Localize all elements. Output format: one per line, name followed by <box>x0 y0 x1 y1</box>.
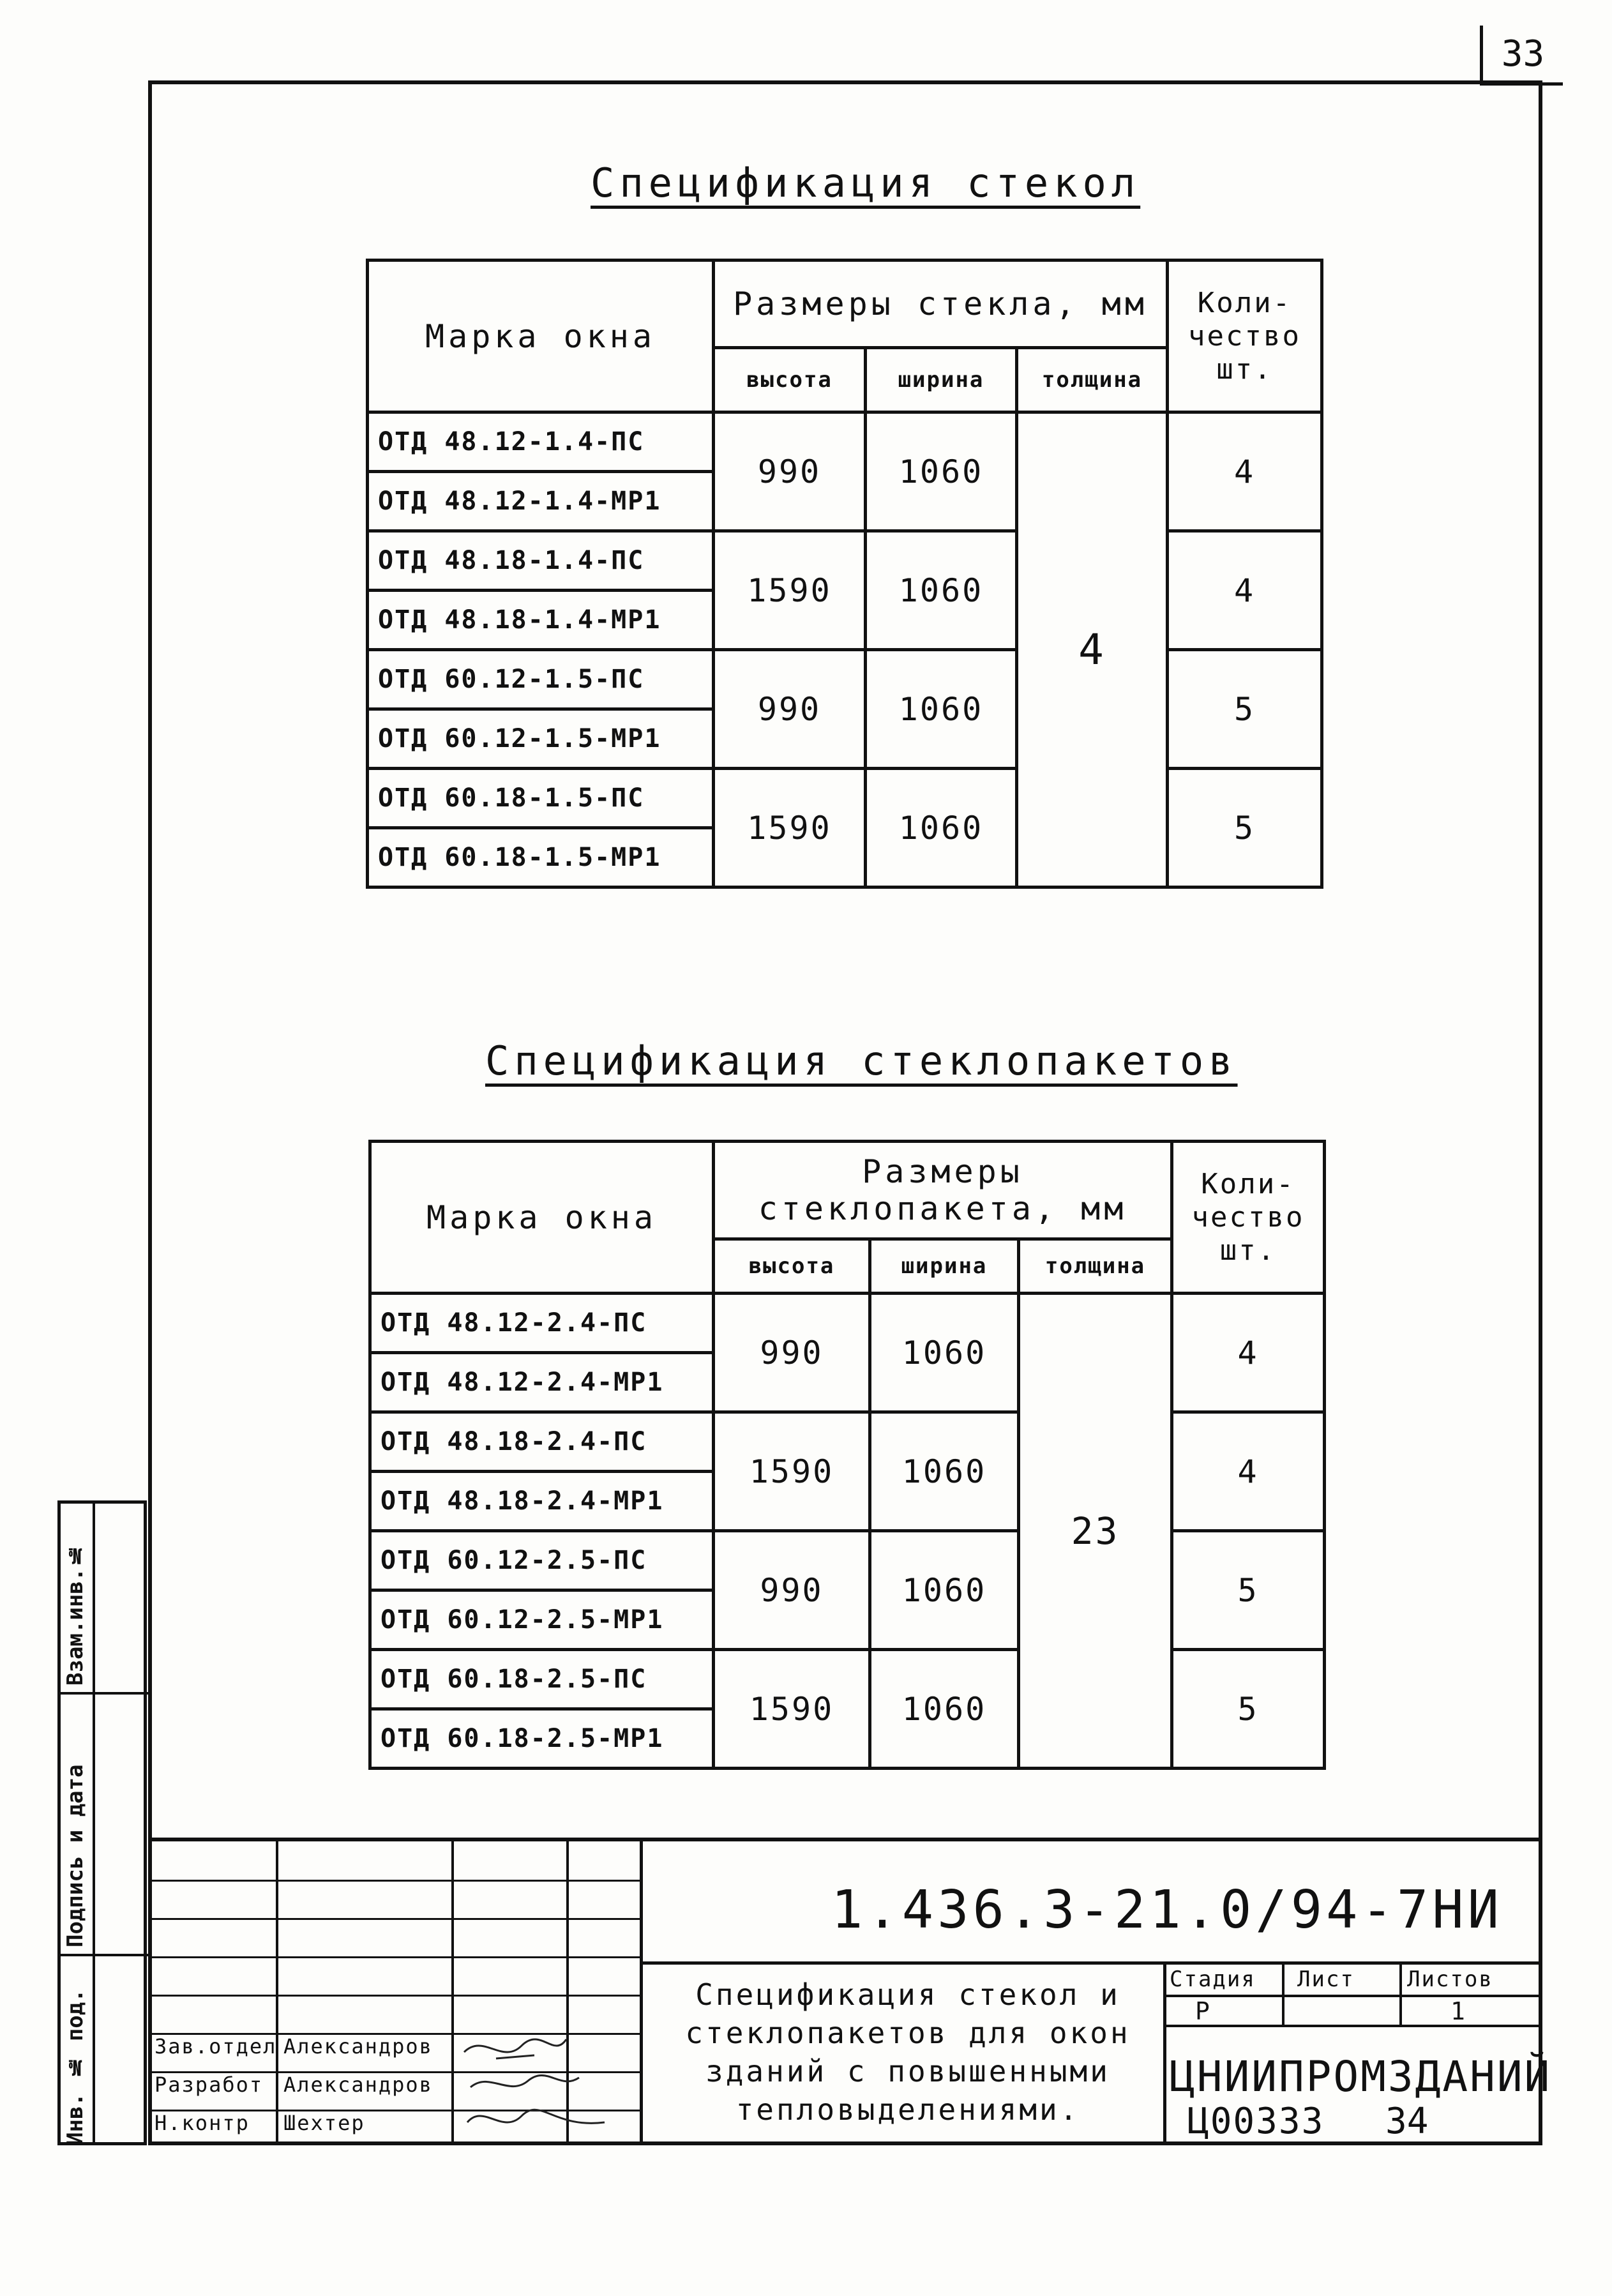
inv-no-label: Инв. № под. <box>63 1989 88 2145</box>
binding-strip-divider <box>93 1500 95 2145</box>
header-sizes: Размеры стеклопакета, мм <box>714 1142 1172 1239</box>
window-mark: ОТД 48.18-1.4-ПС <box>368 531 714 591</box>
quantity: 5 <box>1172 1650 1325 1769</box>
unit-height: 990 <box>714 1294 870 1412</box>
quantity: 5 <box>1168 769 1322 887</box>
signature-role: Н.контр <box>154 2111 250 2135</box>
stage-label: Стадия <box>1170 1967 1256 1992</box>
document-code: 1.436.3-21.0/94-7НИ <box>831 1880 1503 1940</box>
header-thickness: толщина <box>1019 1239 1172 1294</box>
window-mark: ОТД 60.12-1.5-ПС <box>368 650 714 709</box>
archive-stamp: Ц00333 <box>1187 2101 1325 2142</box>
sign-date-label: Подпись и дата <box>63 1764 88 1947</box>
unit-width: 1060 <box>870 1294 1019 1412</box>
page-number: 33 <box>1480 26 1563 86</box>
sheets-label: Листов <box>1407 1967 1493 1992</box>
header-thickness: толщина <box>1017 348 1168 412</box>
header-quantity: Коли-чество шт. <box>1168 261 1322 412</box>
quantity: 5 <box>1172 1531 1325 1650</box>
unit-height: 1590 <box>714 1412 870 1531</box>
window-mark: ОТД 60.12-2.5-МР1 <box>370 1590 714 1650</box>
quantity: 4 <box>1168 412 1322 531</box>
glass-height: 990 <box>714 650 866 769</box>
glass-width: 1060 <box>866 650 1017 769</box>
handwritten-signatures <box>458 2027 624 2141</box>
unit-thickness: 23 <box>1019 1294 1172 1769</box>
glass-width: 1060 <box>866 769 1017 887</box>
window-mark: ОТД 60.18-2.5-МР1 <box>370 1709 714 1769</box>
signature-name: Александров <box>283 2073 433 2097</box>
document-description: Спецификация стекол и стеклопакетов для окон зданий с повышенными тепловыделениями. <box>685 1977 1131 2127</box>
header-height: высота <box>714 1239 870 1294</box>
header-quantity: Коли-чество шт. <box>1172 1142 1325 1294</box>
window-mark: ОТД 48.18-2.4-МР1 <box>370 1472 714 1531</box>
window-mark: ОТД 48.18-1.4-МР1 <box>368 591 714 650</box>
signature-role: Зав.отдел <box>154 2034 277 2058</box>
unit-height: 1590 <box>714 1650 870 1769</box>
header-width: ширина <box>870 1239 1019 1294</box>
quantity: 4 <box>1168 531 1322 650</box>
window-mark: ОТД 48.12-2.4-ПС <box>370 1294 714 1353</box>
unit-height: 990 <box>714 1531 870 1650</box>
window-mark: ОТД 48.12-1.4-МР1 <box>368 472 714 531</box>
title-block <box>148 1838 1552 2145</box>
quantity: 4 <box>1172 1294 1325 1412</box>
glass-width: 1060 <box>866 531 1017 650</box>
glass-height: 1590 <box>714 769 866 887</box>
signature-role: Разработ <box>154 2073 264 2097</box>
table1-title: Спецификация стекол <box>591 160 1141 206</box>
table2-title: Спецификация стеклопакетов <box>485 1038 1238 1084</box>
window-mark: ОТД 60.12-2.5-ПС <box>370 1531 714 1590</box>
glass-height: 990 <box>714 412 866 531</box>
glass-spec-table <box>366 259 1323 889</box>
organization: ЦНИИПРОМЗДАНИЙ <box>1170 2052 1552 2101</box>
sheet-label: Лист <box>1297 1967 1355 1992</box>
header-width: ширина <box>866 348 1017 412</box>
quantity: 5 <box>1168 650 1322 769</box>
header-mark: Марка окна <box>368 261 714 412</box>
signature-name: Александров <box>283 2034 433 2058</box>
glass-unit-spec-table <box>368 1140 1326 1770</box>
window-mark: ОТД 60.12-1.5-МР1 <box>368 709 714 769</box>
unit-width: 1060 <box>870 1531 1019 1650</box>
unit-width: 1060 <box>870 1650 1019 1769</box>
window-mark: ОТД 48.12-1.4-ПС <box>368 412 714 472</box>
window-mark: ОТД 60.18-1.5-ПС <box>368 769 714 828</box>
header-mark: Марка окна <box>370 1142 714 1294</box>
window-mark: ОТД 60.18-1.5-МР1 <box>368 828 714 887</box>
glass-height: 1590 <box>714 531 866 650</box>
window-mark: ОТД 60.18-2.5-ПС <box>370 1650 714 1709</box>
header-sizes: Размеры стекла, мм <box>714 261 1168 348</box>
binding-strip-row-line <box>57 1692 148 1695</box>
window-mark: ОТД 48.18-2.4-ПС <box>370 1412 714 1472</box>
glass-width: 1060 <box>866 412 1017 531</box>
quantity: 4 <box>1172 1412 1325 1531</box>
binding-strip-row-line <box>57 1954 148 1956</box>
archive-sheet-number: 34 <box>1385 2101 1429 2142</box>
glass-thickness: 4 <box>1017 412 1168 887</box>
window-mark: ОТД 48.12-2.4-МР1 <box>370 1353 714 1412</box>
sheets-value: 1 <box>1450 1997 1466 2025</box>
stage-value: Р <box>1195 1997 1211 2025</box>
unit-width: 1060 <box>870 1412 1019 1531</box>
replace-inv-label: Взам.инв.№ <box>63 1542 88 1686</box>
signature-name: Шехтер <box>283 2111 365 2135</box>
header-height: высота <box>714 348 866 412</box>
